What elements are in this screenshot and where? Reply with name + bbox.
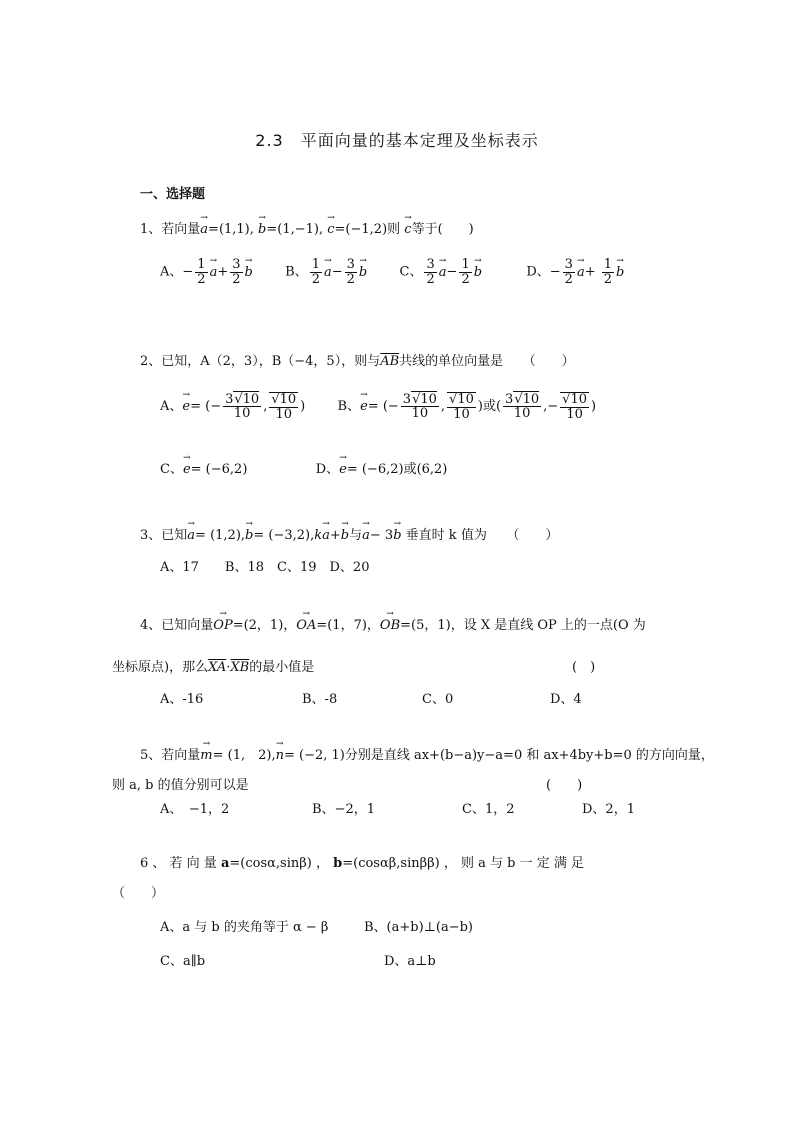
vector-b: → b	[474, 265, 482, 280]
q6-option-c: C、a∥b	[160, 954, 206, 969]
den: 10	[566, 406, 583, 422]
q3-options: A、17 B、18 C、19 D、20	[160, 560, 370, 575]
q6-option-b: B、(a+b)⊥(a−b)	[364, 920, 473, 935]
vector-e: → e	[182, 399, 190, 414]
vector-e: → e	[360, 399, 368, 414]
sqrt: √10	[412, 391, 437, 407]
vector-n: → n	[276, 748, 284, 763]
q1-tail: 等于( )	[411, 222, 474, 237]
q6-option-d: D、a⊥b	[384, 954, 436, 969]
q2-option-b: B、	[337, 399, 361, 415]
q5-paren: ( )	[546, 778, 583, 793]
op-value: =(2，1)，	[232, 618, 297, 633]
fraction	[223, 393, 261, 421]
fraction	[447, 392, 476, 421]
fraction	[602, 258, 614, 286]
vector-e: → e	[339, 462, 347, 477]
vector-ob: → OB	[380, 618, 400, 633]
q5-tail: 分别是直线 ax+(b−a)y−a=0 和 ax+4by+b=0 的方向向量，	[344, 748, 714, 763]
q5-stem: 5、若向量	[140, 748, 201, 763]
close: )	[591, 399, 597, 415]
question-5-line2: 则 a, b 的值分别可以是	[112, 778, 249, 793]
n-value: = (−2, 1)	[283, 748, 345, 763]
den: 2	[603, 271, 613, 287]
vector-b: → b	[245, 528, 253, 543]
q2-stem: 2、已知，A（2，3），B（−4，5），则与	[140, 354, 381, 369]
question-4-line2	[112, 656, 314, 675]
vector-b: → b	[341, 528, 349, 543]
question-2	[140, 350, 575, 369]
den: 2	[197, 271, 206, 287]
vector-a: → a	[187, 528, 195, 543]
vector-a: → a	[322, 528, 330, 543]
num: 1	[311, 257, 320, 272]
num: √10	[449, 392, 474, 407]
eq: = (−	[367, 399, 399, 415]
num	[223, 393, 261, 408]
den: 2	[426, 271, 435, 287]
q3-tail: 垂直时 k 值为 （ ）	[405, 528, 559, 543]
q5-option-a: A、 −1，2	[160, 802, 230, 817]
den: 10	[453, 406, 470, 422]
den: 2	[461, 271, 470, 287]
b-value: = (−3,2),	[253, 528, 315, 543]
vector-xa: $\overline{XA}$	[208, 660, 227, 675]
comma: ,	[263, 399, 268, 415]
k: k	[314, 528, 323, 543]
fraction	[345, 258, 357, 286]
fraction	[424, 258, 436, 286]
num	[503, 393, 541, 408]
fraction	[560, 392, 589, 421]
q2-option-c: C、	[160, 462, 183, 477]
coef: 3	[402, 391, 412, 407]
vector-b: → b	[616, 265, 624, 280]
q5-option-b: B、−2，1	[312, 802, 375, 817]
vector-ab: $\overline{AB}$	[380, 354, 400, 369]
fraction	[459, 258, 471, 286]
sep: ，	[315, 856, 329, 871]
num	[401, 393, 439, 408]
fraction	[503, 393, 541, 421]
q2-options-ab: A、→ e= (− $\frac{3√10}{10}$ , $\frac{√10}{10}$ ) B、→ e= (− $\frac{3√10}{10}$ , $\frac{√10}{10}$ )或( $\frac{3√10}{10}$ ,− $\frac{√10}{10}$ )	[160, 392, 596, 421]
section-heading: 一、选择题	[140, 187, 206, 202]
question-4	[140, 614, 646, 633]
q4-option-d: D、4	[550, 692, 582, 707]
q1-b-value: =(1,−1),	[266, 222, 324, 237]
value-c: = (−6,2)	[190, 462, 248, 477]
num: √10	[271, 392, 297, 407]
q2-options-cd	[160, 458, 447, 477]
value-d: = (−6,2)或(6,2)	[346, 462, 448, 477]
question-1	[140, 218, 474, 237]
vector-b: → b	[258, 222, 266, 237]
ob-value: =(5，1)，设 X 是直线 OP 上的一点(O 为	[400, 618, 646, 633]
question-5	[140, 744, 714, 763]
question-3	[140, 524, 558, 543]
vector-a: → a	[210, 265, 218, 280]
vector-c-2: → c	[404, 222, 411, 237]
q4-option-c: C、0	[422, 692, 454, 707]
sqrt: √10	[234, 391, 260, 407]
minus: − 3	[369, 528, 394, 543]
m-value: = (1, 2),	[212, 748, 276, 763]
sqrt: √10	[514, 391, 540, 407]
num: √10	[562, 392, 587, 407]
q1-option-d: D、−	[526, 264, 561, 280]
q1-option-a: A、−	[160, 264, 194, 280]
q1-options: A、− $\frac{1}{2}$ → a+ $\frac{3}{2}$ → b B、 $\frac{1}{2}$ → a− $\frac{3}{2}$ → b C、 $\frac{3}{2}$ → a− $\frac{1}{2}$ → b D、− $\frac{3}{2}$ → a+ $\frac{1}{2}$ → b	[160, 258, 624, 286]
vector-m: → m	[200, 748, 212, 763]
plus: +	[329, 528, 341, 543]
q1-stem: 1、若向量	[140, 222, 201, 237]
fraction	[401, 393, 439, 421]
num: 3	[232, 257, 241, 272]
vector-xb: $\overline{XB}$	[230, 660, 250, 675]
den: 10	[233, 406, 251, 422]
or: 或(	[482, 399, 502, 415]
fraction	[230, 258, 242, 286]
fraction	[563, 258, 575, 286]
q4-stem: 4、已知向量	[140, 618, 214, 633]
fraction	[269, 392, 298, 421]
den: 10	[275, 406, 293, 422]
num: 1	[603, 257, 613, 272]
vector-a: → a	[324, 265, 332, 280]
vector-a: → a	[577, 265, 585, 280]
q1-c-value: =(−1,2)则	[334, 222, 401, 237]
den: 2	[564, 271, 573, 287]
den: 10	[411, 406, 429, 422]
q6-option-a: A、a 与 b 的夹角等于 α − β	[160, 920, 329, 935]
q6-stem: 6 、 若 向 量	[140, 856, 217, 871]
vector-b: b	[333, 856, 343, 871]
vector-b: → b	[359, 265, 367, 280]
oa-value: =(1，7)，	[316, 618, 380, 633]
num: 3	[426, 257, 435, 272]
vector-oa: → OA	[296, 618, 316, 633]
fraction	[310, 258, 322, 286]
q3-stem: 3、已知	[140, 528, 188, 543]
den: 2	[311, 271, 320, 287]
den: 10	[513, 406, 531, 422]
q2-option-d: D、	[315, 462, 340, 477]
den: 2	[346, 271, 355, 287]
coef: 3	[505, 391, 514, 407]
eq: = (−	[190, 399, 222, 415]
q2-option-a: A、	[160, 399, 183, 415]
num: 3	[346, 257, 355, 272]
q1-option-b: B、	[285, 264, 308, 280]
q6-paren: （ ）	[112, 886, 165, 901]
q5-option-d: D、2，1	[582, 802, 635, 817]
coef: 3	[225, 391, 234, 407]
a-value: =(cosα,sinβ)	[229, 856, 312, 871]
num: 3	[564, 257, 573, 272]
vector-a: → a	[439, 265, 447, 280]
q4-paren: ( )	[572, 660, 596, 675]
den: 2	[232, 271, 241, 287]
q4-line2-tail: 的最小值是	[249, 660, 315, 675]
b-value: =(cosαβ,sinββ)	[342, 856, 440, 871]
comma: ,	[440, 399, 446, 415]
q1-a-value: =(1,1),	[208, 222, 254, 237]
q5-option-c: C、1，2	[462, 802, 515, 817]
with: 与	[349, 528, 363, 543]
q6-tail: ， 则 a 与 b 一 定 满 足	[443, 856, 584, 871]
vector-b: → b	[393, 528, 401, 543]
dot: ·	[226, 660, 231, 675]
vector-a: a	[220, 856, 230, 871]
page-title: 2.3 平面向量的基本定理及坐标表示	[255, 131, 539, 150]
vector-a: → a	[362, 528, 370, 543]
vector-op: → OP	[213, 618, 232, 633]
q1-option-c: C、	[399, 264, 423, 280]
vector-a: → a	[200, 222, 208, 237]
q2-tail: 共线的单位向量是 （ ）	[399, 354, 575, 369]
vector-b: → b	[245, 265, 253, 280]
a-value: = (1,2),	[195, 528, 246, 543]
vector-e: → e	[183, 462, 191, 477]
question-6	[140, 852, 584, 871]
num: 1	[197, 257, 206, 272]
close: )	[300, 399, 306, 415]
fraction	[195, 258, 207, 286]
num: 1	[461, 257, 470, 272]
q4-option-b: B、-8	[302, 692, 338, 707]
vector-c: → c	[327, 222, 334, 237]
q4-line2: 坐标原点)，那么	[112, 660, 209, 675]
close: )	[477, 399, 483, 415]
q4-option-a: A、-16	[160, 692, 204, 707]
